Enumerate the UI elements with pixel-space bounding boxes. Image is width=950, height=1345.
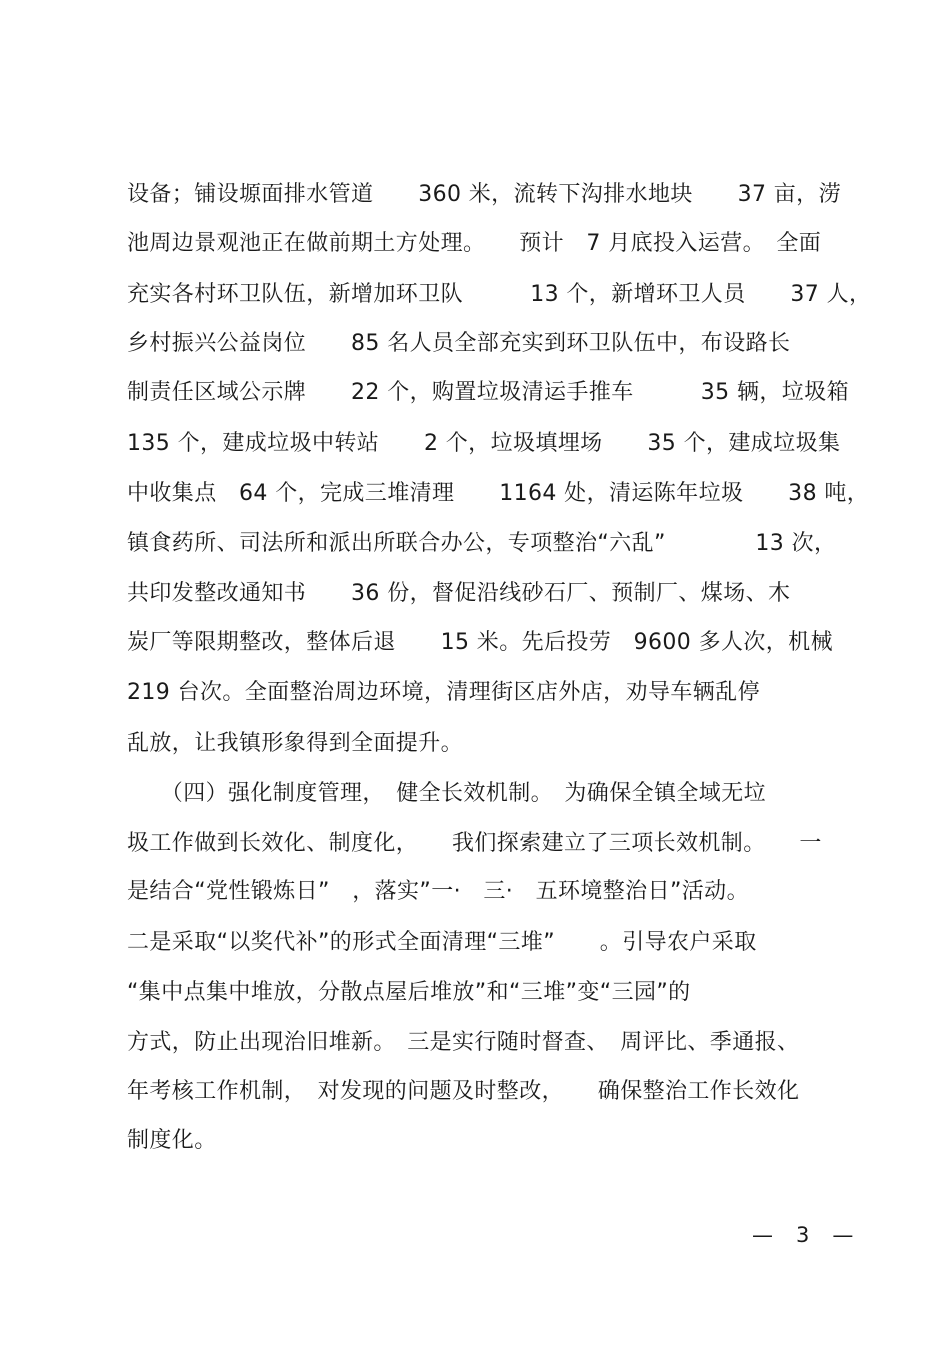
text-line: 乡村振兴公益岗位 85 名人员全部充实到环卫队伍中，布设路长	[127, 331, 791, 356]
text-line: 二是采取“以奖代补”的形式全面清理“三堆” 。引导农户采取	[127, 930, 757, 955]
text-line: 圾工作做到长效化、制度化， 我们探索建立了三项长效机制。 一	[127, 831, 822, 856]
text-line: 设备；铺设塬面排水管道 360 米，流转下沟排水地块 37 亩，涝	[127, 182, 841, 207]
text-line: （四）强化制度管理， 健全长效机制。 为确保全镇全域无垃	[127, 781, 767, 806]
text-line: 年考核工作机制， 对发现的问题及时整改， 确保整治工作长效化	[127, 1079, 800, 1104]
text-line: “集中点集中堆放，分散点屋后堆放”和“三堆”变“三园”的	[127, 980, 691, 1005]
text-line: 制度化。	[127, 1128, 217, 1153]
text-line: 135 个，建成垃圾中转站 2 个，垃圾填埋场 35 个，建成垃圾集	[127, 431, 841, 456]
text-line: 制责任区域公示牌 22 个，购置垃圾清运手推车 35 辆，垃圾箱	[127, 380, 849, 405]
text-line: 方式，防止出现治旧堆新。 三是实行随时督查、 周评比、季通报、	[127, 1030, 800, 1055]
text-line: 镇食药所、司法所和派出所联合办公，专项整治“六乱” 13 次，	[127, 531, 837, 556]
text-line: 是结合“党性锻炼日” ，落实”一· 三· 五环境整治日”活动。	[127, 879, 749, 904]
text-line: 充实各村环卫队伍，新增加环卫队 13 个，新增环卫人员 37 人，	[127, 282, 872, 307]
text-line: 共印发整改通知书 36 份，督促沿线砂石厂、预制厂、煤场、木	[127, 581, 791, 606]
page-number: — 3 —	[752, 1223, 855, 1247]
text-line: 219 台次。全面整治周边环境，清理街区店外店，劝导车辆乱停	[127, 680, 760, 705]
text-line: 池周边景观池正在做前期土方处理。 预计 7 月底投入运营。 全面	[127, 231, 822, 256]
text-line: 炭厂等限期整改，整体后退 15 米。先后投劳 9600 多人次，机械	[127, 630, 833, 655]
text-line: 乱放，让我镇形象得到全面提升。	[127, 731, 464, 756]
text-line: 中收集点 64 个，完成三堆清理 1164 处，清运陈年垃圾 38 吨，	[127, 481, 870, 506]
